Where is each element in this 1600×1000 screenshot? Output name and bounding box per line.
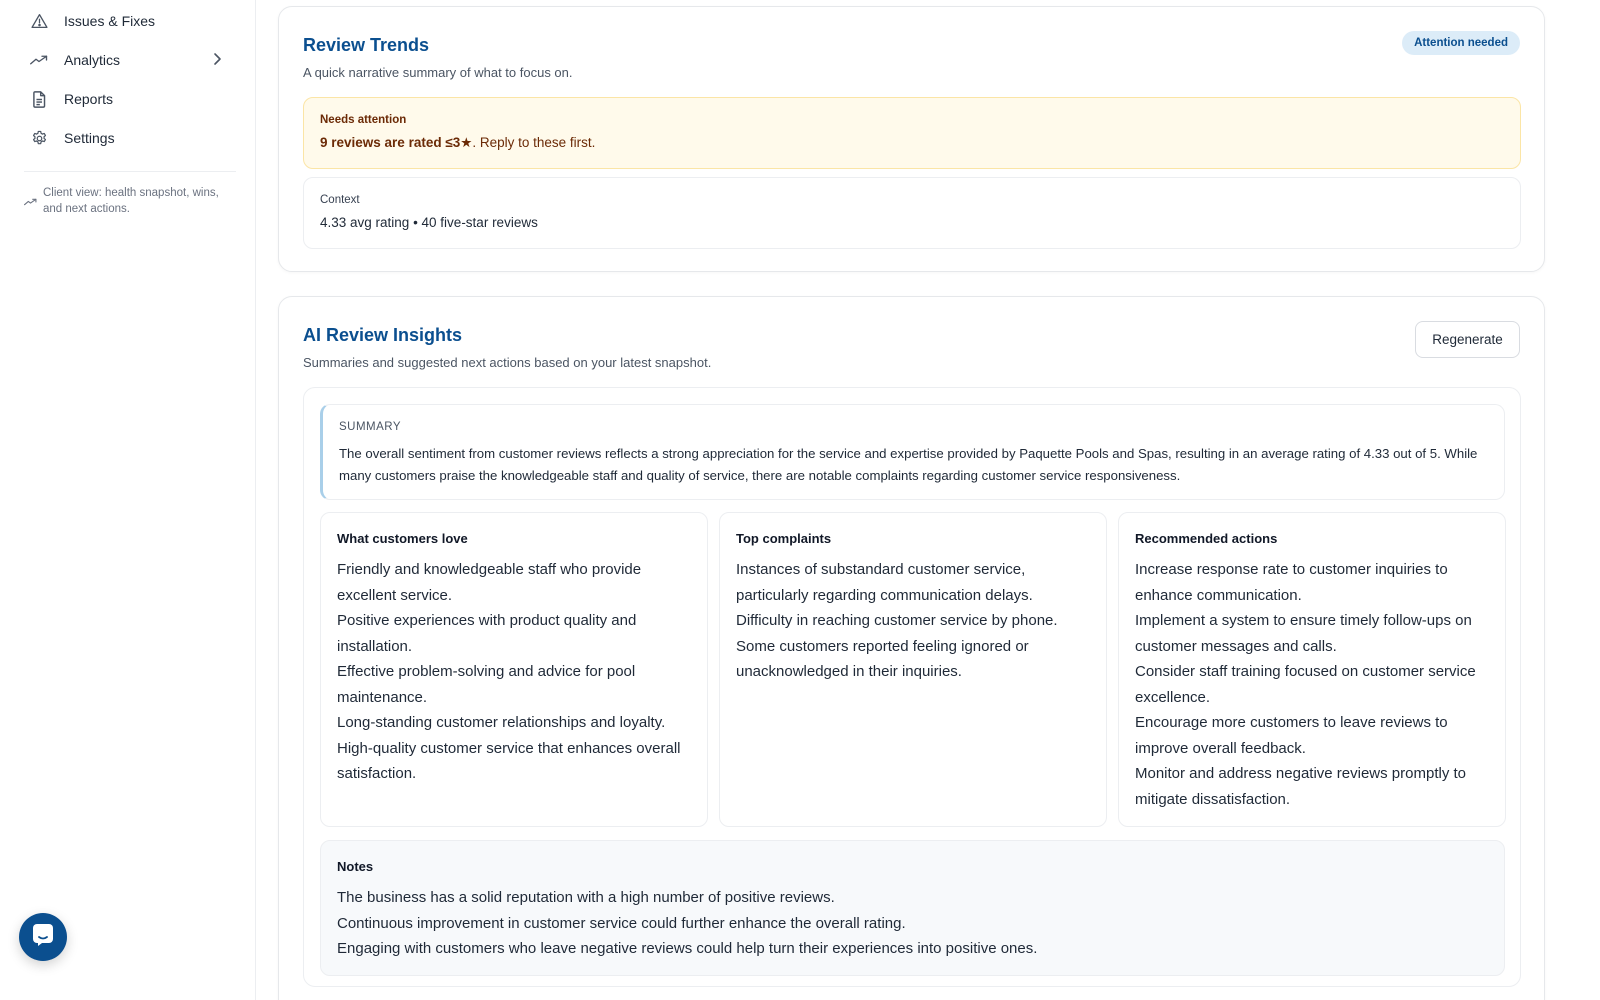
list-item: Monitor and address negative reviews promptly to mitigate dissatisfaction.	[1135, 765, 1466, 808]
notes-list	[337, 885, 1037, 962]
card-subtitle: Summaries and suggested next actions based on your latest snapshot.	[303, 355, 712, 370]
alert-heading: Needs attention	[320, 114, 407, 126]
sidebar-item-analytics[interactable]	[24, 42, 236, 78]
list-item: Continuous improvement in customer service could further enhance the overall rating.	[337, 914, 906, 932]
summary-heading: SUMMARY	[339, 421, 402, 433]
top-complaints-box	[719, 512, 1107, 827]
list-item: Encourage more customers to leave reviews to improve overall feedback.	[1135, 714, 1448, 757]
document-icon	[30, 90, 48, 108]
list-item: Instances of substandard customer service, particularly regarding communication delays.	[736, 561, 1033, 604]
chat-launcher-button[interactable]	[19, 913, 67, 961]
love-list	[337, 557, 697, 787]
context-text: 4.33 avg rating • 40 five-star reviews	[320, 215, 538, 230]
customers-love-box	[320, 512, 708, 827]
status-badge: Attention needed	[1402, 31, 1520, 55]
trending-up-icon	[24, 193, 38, 217]
card-title: Review Trends	[303, 35, 430, 55]
list-item: Consider staff training focused on customer service excellence.	[1135, 663, 1476, 706]
ai-review-insights-card	[278, 296, 1545, 1000]
list-item: Difficulty in reaching customer service by phone.	[736, 612, 1058, 629]
trending-up-icon	[30, 51, 48, 69]
summary-box	[320, 404, 1505, 500]
sidebar-item-label: Reports	[64, 91, 114, 107]
client-view-text: Client view: health snapshot, wins, and next actions.	[43, 187, 219, 215]
context-box	[303, 177, 1521, 249]
sidebar-divider	[24, 171, 236, 172]
review-trends-card	[278, 6, 1545, 272]
recommended-actions-box	[1118, 512, 1506, 827]
list-item: Friendly and knowledgeable staff who provide excellent service.	[337, 561, 642, 604]
list-item: Increase response rate to customer inquiries to enhance communication.	[1135, 561, 1448, 604]
sidebar-item-settings[interactable]	[24, 120, 236, 156]
actions-list	[1135, 557, 1495, 812]
warning-triangle-icon	[30, 12, 48, 30]
context-heading: Context	[320, 194, 360, 206]
gear-icon	[30, 129, 48, 147]
list-item: Engaging with customers who leave negative reviews could help turn their experiences into positive ones.	[337, 940, 1038, 957]
card-subtitle: A quick narrative summary of what to focus on.	[303, 65, 573, 80]
sidebar	[0, 0, 256, 1000]
chat-icon	[32, 923, 54, 952]
sidebar-item-label: Analytics	[64, 52, 121, 68]
list-item: Implement a system to ensure timely follow-ups on customer messages and calls.	[1135, 612, 1472, 655]
column-heading: What customers love	[337, 531, 468, 546]
chevron-right-icon[interactable]	[212, 52, 222, 71]
summary-text: The overall sentiment from customer reviews reflects a strong appreciation for the service and expertise provided by Paquette Pools and Spas, resulting in an average rating of 4.33 out of 5. While many customers praise the knowledgeable staff and quality of service, there are notable complaints regarding customer service responsiveness.	[339, 446, 1478, 483]
client-view-note	[24, 185, 236, 217]
column-heading: Recommended actions	[1135, 531, 1278, 546]
alert-rest-text: . Reply to these first.	[472, 135, 596, 150]
sidebar-item-label: Issues & Fixes	[64, 13, 156, 29]
complaints-list	[736, 557, 1096, 685]
insights-panel	[303, 387, 1521, 987]
sidebar-item-label: Settings	[64, 130, 115, 146]
regenerate-button[interactable]: Regenerate	[1415, 321, 1520, 358]
card-title: AI Review Insights	[303, 325, 463, 345]
list-item: High-quality customer service that enhances overall satisfaction.	[337, 739, 681, 782]
list-item: Effective problem-solving and advice for pool maintenance.	[337, 663, 636, 706]
list-item: The business has a solid reputation with a high number of positive reviews.	[337, 889, 835, 906]
alert-bold-text: 9 reviews are rated ≤3★	[320, 135, 473, 150]
notes-heading: Notes	[337, 859, 374, 874]
list-item: Some customers reported feeling ignored or unacknowledged in their inquiries.	[736, 637, 1029, 680]
list-item: Positive experiences with product quality and installation.	[337, 612, 637, 655]
sidebar-item-issues-fixes[interactable]	[24, 3, 236, 39]
needs-attention-alert	[303, 97, 1521, 169]
notes-box	[320, 840, 1505, 976]
column-heading: Top complaints	[736, 531, 832, 546]
list-item: Long-standing customer relationships and loyalty.	[337, 714, 666, 731]
sidebar-item-reports[interactable]	[24, 81, 236, 117]
alert-body	[320, 135, 595, 151]
